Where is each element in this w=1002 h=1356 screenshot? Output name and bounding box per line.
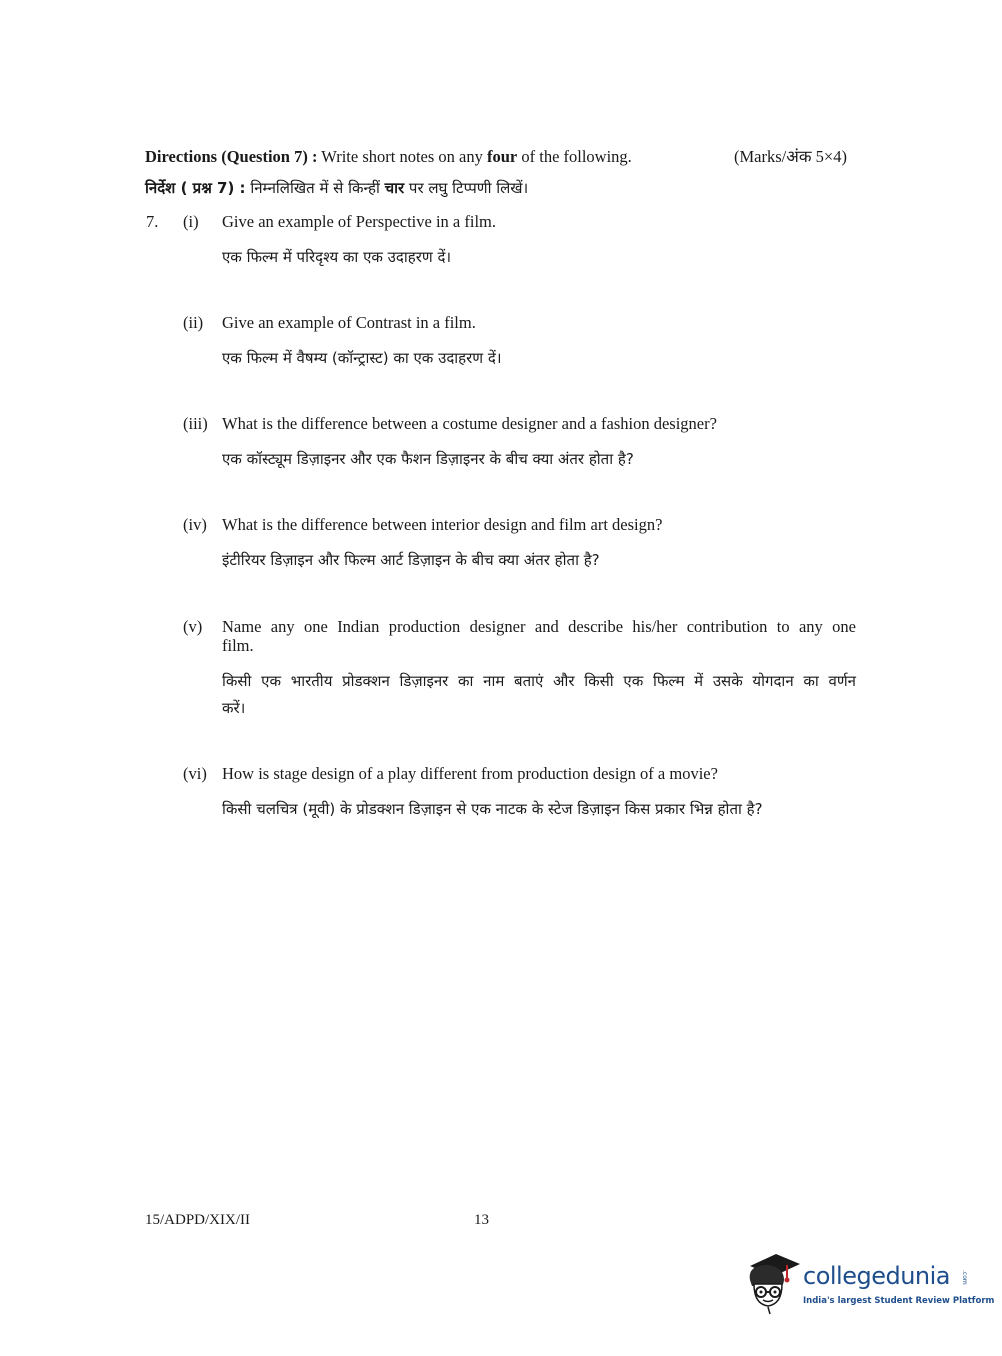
- part-hindi: एक फिल्म में वैषम्य (कॉन्ट्रास्ट) का एक उदाहरण दें।: [222, 349, 502, 367]
- part-hindi: इंटीरियर डिज़ाइन और फिल्म आर्ट डिज़ाइन के बीच क्या अंतर होता है?: [222, 551, 600, 569]
- part-hindi: एक कॉस्ट्यूम डिज़ाइनर और एक फैशन डिज़ाइनर के बीच क्या अंतर होता है?: [222, 450, 634, 468]
- part-english: What is the difference between a costume designer and a fashion designer?: [222, 414, 717, 433]
- question-number: 7.: [146, 212, 159, 231]
- part-english: Give an example of Contrast in a film.: [222, 313, 476, 332]
- paper-code: 15/ADPD/XIX/II: [145, 1212, 250, 1228]
- part-number: (v): [183, 617, 203, 636]
- part-english: Give an example of Perspective in a film.: [222, 212, 496, 231]
- directions-text-1: Write short notes on any: [317, 147, 487, 166]
- marks-label: (Marks/अंक 5×4): [734, 147, 847, 166]
- part-english-line-2: film.: [222, 636, 254, 655]
- directions-hindi: [145, 175, 745, 201]
- part-number: (i): [183, 212, 199, 231]
- directions-label: Directions (Question 7) :: [145, 147, 318, 166]
- part-number: (ii): [183, 313, 204, 332]
- part-hindi: एक फिल्म में परिदृश्य का एक उदाहरण दें।: [222, 248, 452, 266]
- part-hindi-line-2: करें।: [222, 699, 246, 717]
- directions-text-2: of the following.: [517, 147, 632, 166]
- directions-hindi-text-1: निम्नलिखित में से किन्हीं: [245, 179, 385, 197]
- logo-wordmark: collegedunia: [803, 1262, 951, 1290]
- logo-suffix: .com: [961, 1270, 968, 1285]
- page-number: 13: [474, 1212, 489, 1228]
- directions-hindi-bold: चार: [384, 179, 405, 197]
- part-english-line-1: Name any one Indian production designer and describe his/her contribution to any one: [222, 617, 856, 636]
- part-english: How is stage design of a play different from production design of a movie?: [222, 764, 718, 783]
- part-number: (iii): [183, 414, 208, 433]
- collegedunia-mascot-icon: [742, 1250, 802, 1316]
- part-english: What is the difference between interior design and film art design?: [222, 515, 663, 534]
- directions-bold-four: four: [486, 147, 518, 166]
- directions-hindi-text-2: पर लघु टिप्पणी लिखें।: [404, 179, 529, 197]
- part-number: (iv): [183, 515, 207, 534]
- part-hindi-line-1: किसी एक भारतीय प्रोडक्शन डिज़ाइनर का नाम बताएं और किसी एक फिल्म में उसके योगदान का वर्णन: [222, 672, 856, 690]
- logo-tagline: India's largest Student Review Platform: [803, 1296, 995, 1306]
- part-hindi: किसी चलचित्र (मूवी) के प्रोडक्शन डिज़ाइन से एक नाटक के स्टेज डिज़ाइन किस प्रकार भिन्न होता है?: [222, 800, 763, 818]
- directions-hindi-label: निर्देश ( प्रश्न 7) :: [145, 179, 246, 197]
- directions-english: [145, 147, 705, 167]
- part-number: (vi): [183, 764, 207, 783]
